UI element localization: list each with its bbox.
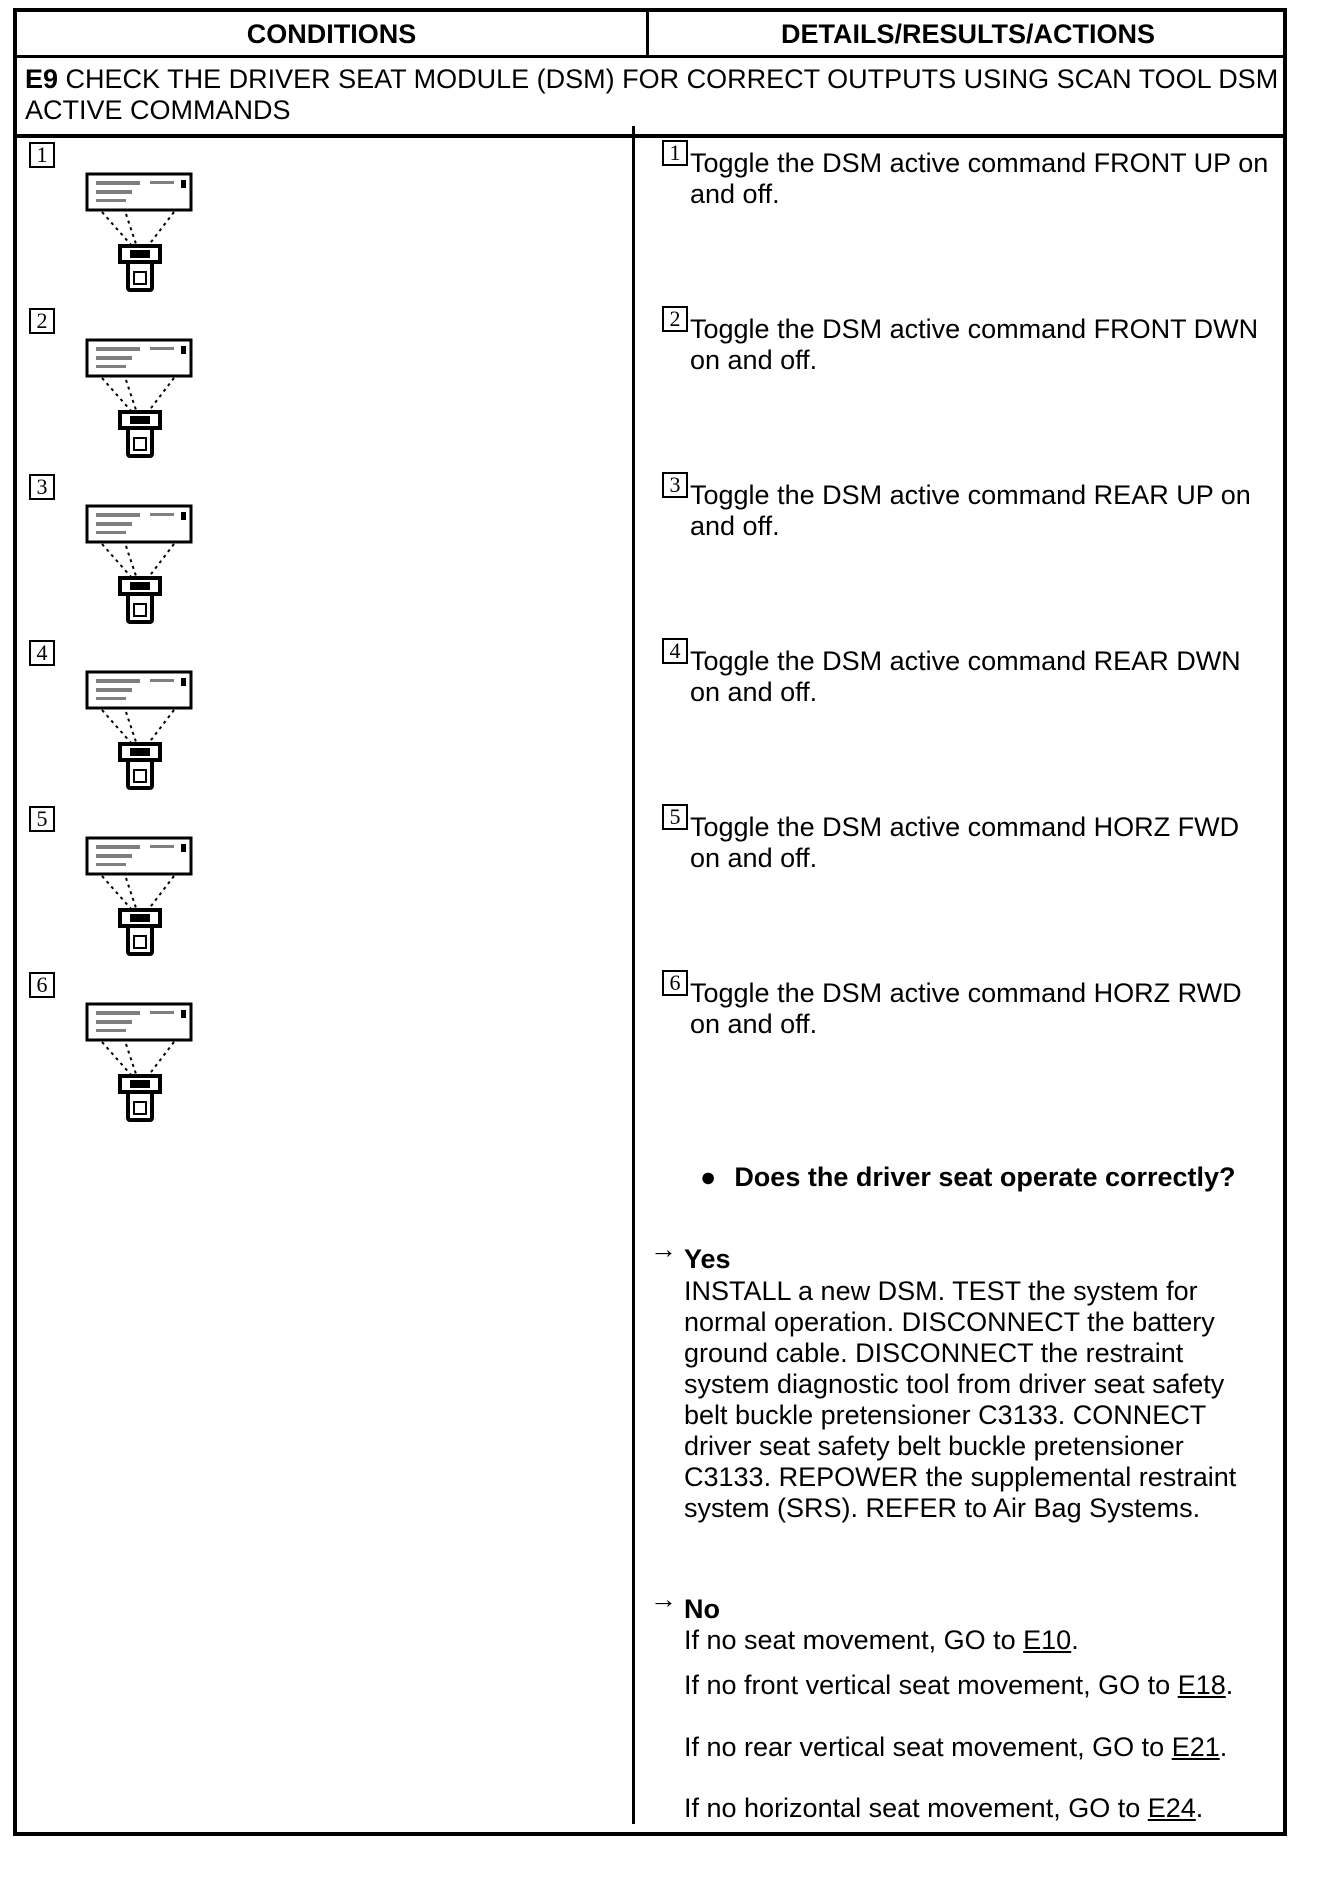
step-text: Toggle the DSM active command REAR UP on and off. [690,480,1251,541]
no-option-text: If no seat movement, GO to [684,1625,1024,1655]
scan-tool-icon [84,334,196,462]
test-id: E9 [25,64,59,94]
detail-step-number: 5 [662,804,688,830]
step-text: Toggle the DSM active command REAR DWN on and off. [690,646,1241,707]
detail-step-number: 6 [662,970,688,996]
step-text: Toggle the DSM active command HORZ RWD on and off. [690,978,1242,1039]
conditions-header: CONDITIONS [17,12,649,58]
arrow-right-icon: → [650,1234,677,1264]
detail-step-number: 3 [662,472,688,498]
condition-step-number: 4 [29,640,55,666]
yes-label: Yes [684,1244,731,1274]
no-option: If no rear vertical seat movement, GO to E21. [684,1732,1228,1762]
question [700,1162,1236,1193]
condition-step-number: 2 [29,308,55,334]
procedure-table [13,8,1287,1836]
arrow-right-icon: → [650,1584,677,1614]
goto-link[interactable]: E10 [1023,1625,1072,1655]
detail-step-number: 2 [662,306,688,332]
scan-tool-icon [84,998,196,1126]
no-option: If no seat movement, GO to E10. [684,1625,1079,1655]
no-option-text: If no horizontal seat movement, GO to [684,1793,1148,1823]
step-text: Toggle the DSM active command FRONT UP on and off. [690,148,1269,209]
no-option-text: If no rear vertical seat movement, GO to [684,1732,1172,1762]
question-text: Does the driver seat operate correctly? [734,1162,1236,1192]
no-label: No [684,1594,720,1624]
test-title-text: CHECK THE DRIVER SEAT MODULE (DSM) FOR CORRECT OUTPUTS USING SCAN TOOL DSM ACTIVE COMMANDS [25,64,1279,125]
condition-step-number: 1 [29,142,55,168]
scan-tool-icon [84,500,196,628]
test-title [17,58,1287,138]
step-text: Toggle the DSM active command HORZ FWD on and off. [690,812,1240,873]
yes-text: INSTALL a new DSM. TEST the system for normal operation. DISCONNECT the battery ground cable. DISCONNECT the restraint system diagnostic tool from driver seat safety belt buckle pretensioner C3133. CONNECT driver seat safety belt buckle pretensioner C3133. REPOWER the supplemental restraint system (SRS). REFER to Air Bag Systems. [684,1276,1237,1523]
detail-step-number: 4 [662,638,688,664]
details-header: DETAILS/RESULTS/ACTIONS [649,12,1287,58]
no-option: If no horizontal seat movement, GO to E24. [684,1793,1204,1823]
no-option-text: If no front vertical seat movement, GO to [684,1670,1178,1700]
no-option: If no front vertical seat movement, GO to E18. [684,1670,1234,1700]
scan-tool-icon [84,168,196,296]
condition-step-number: 5 [29,806,55,832]
scan-tool-icon [84,666,196,794]
scan-tool-icon [84,832,196,960]
detail-step-number: 1 [662,140,688,166]
condition-step-number: 3 [29,474,55,500]
goto-link[interactable]: E21 [1171,1732,1220,1762]
column-divider [632,126,635,1824]
goto-link[interactable]: E24 [1147,1793,1196,1823]
condition-step-number: 6 [29,972,55,998]
bullet-icon: ● [700,1162,717,1192]
step-text: Toggle the DSM active command FRONT DWN on and off. [690,314,1259,375]
goto-link[interactable]: E18 [1177,1670,1226,1700]
